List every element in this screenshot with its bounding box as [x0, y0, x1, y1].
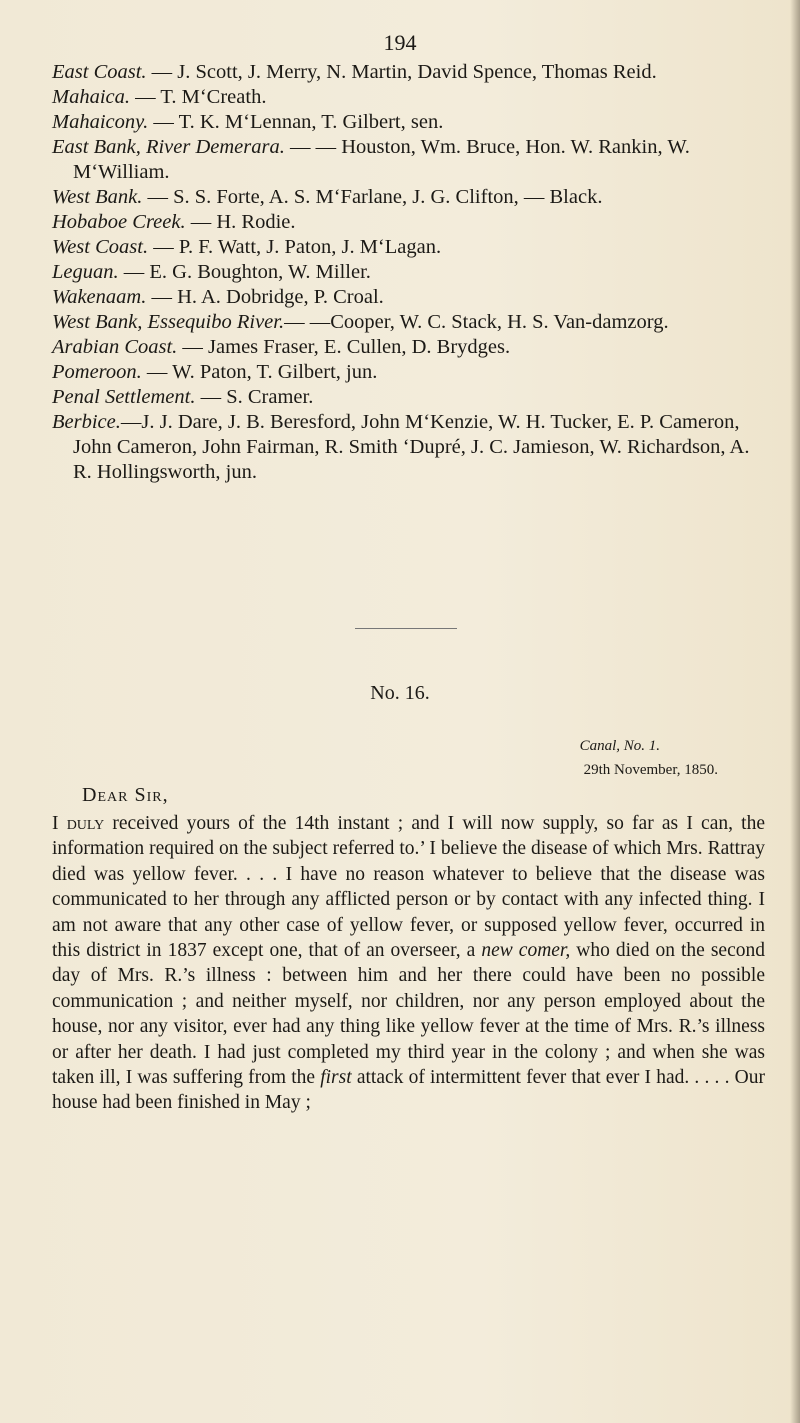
district-names: — P. F. Watt, J. Paton, J. M‘Lagan. [148, 236, 442, 258]
section-divider [355, 628, 457, 629]
district-entry [52, 360, 767, 385]
letter-date: 29th November, 1850. [583, 762, 718, 778]
district-entry [52, 285, 767, 310]
district-names: — J. Scott, J. Merry, N. Martin, David Spence, Thomas Reid. [146, 61, 657, 83]
district-entry [52, 85, 767, 110]
district-names: — —Cooper, W. C. Stack, H. S. Van-damzorg. [284, 311, 669, 333]
district-names: — S. Cramer. [195, 386, 314, 408]
district-place: East Coast. [52, 61, 147, 83]
district-place: East Bank, River Demerara. [52, 136, 285, 158]
district-place: Mahaica. [52, 86, 130, 108]
district-place: Mahaicony. [52, 111, 149, 133]
district-names: — E. G. Boughton, W. Miller. [118, 261, 371, 283]
district-entry [52, 135, 767, 185]
letter-emphasis: new comer, [481, 940, 571, 962]
district-entry [52, 410, 767, 485]
district-place: Hobaboe Creek. [52, 211, 186, 233]
district-entry [52, 110, 767, 135]
district-place: Pomeroon. [52, 361, 142, 383]
district-place: Wakenaam. [52, 286, 147, 308]
letter-body [52, 811, 765, 1116]
district-names: —J. J. Dare, J. B. Beresford, John M‘Kenzie, W. H. Tucker, E. P. Cameron, John Cameron, John Fairman, R. Smith ‘Dupré, J. C. Jamieson, W. Richardson, A. R. Hollingsworth, jun. [73, 411, 750, 483]
district-entry [52, 385, 767, 410]
letter-emphasis: first [320, 1067, 352, 1089]
district-entry [52, 310, 767, 335]
district-names: — James Fraser, E. Cullen, D. Brydges. [177, 336, 511, 358]
district-place: West Bank. [52, 186, 143, 208]
letter-body-part: received yours of the 14th instant ; and I will now supply, so far as I can, the information required on the subject referred to.’ I believe the disease of which Mrs. Rattray died was yellow fever. . . . I have no reason whatever to believe that the disease was communicated to her through any afflicted person or by contact with any infected thing. I am not aware that any other case of yellow fever, or supposed yellow fever, occurred in this district in 1837 except one, that of an overseer, a [52, 813, 765, 962]
district-names: — W. Paton, T. Gilbert, jun. [141, 361, 378, 383]
district-place: Berbice. [52, 411, 121, 433]
district-list [52, 60, 767, 485]
district-entry [52, 60, 767, 85]
district-names: — S. S. Forte, A. S. M‘Farlane, J. G. Clifton, — Black. [142, 186, 603, 208]
letter-body-part: who died on the second day of Mrs. R.’s illness : between him and her there could have been no possible communication ; and neither myself, nor children, nor any person employed about the house, nor any visitor, ever had any thing like yellow fever at the time of Mrs. R.’s illness or after her death. I had just completed my third year in the colony ; and when she was taken ill, I was suffering from the [52, 940, 765, 1089]
letter-salutation: Dear Sir, [82, 784, 169, 806]
district-names: — H. Rodie. [185, 211, 296, 233]
district-place: Arabian Coast. [52, 336, 178, 358]
letter-body-part: attack of intermittent fever that ever I had. . . . . Our house had been finished in May ; [52, 1067, 765, 1114]
district-names: — T. K. M‘Lennan, T. Gilbert, sen. [148, 111, 444, 133]
district-place: West Coast. [52, 236, 149, 258]
page-edge-shadow [790, 0, 800, 1423]
district-names: — T. M‘Creath. [130, 86, 267, 108]
letter-number: No. 16. [370, 682, 430, 704]
district-place: Leguan. [52, 261, 119, 283]
district-entry [52, 210, 767, 235]
letter-opening-word: I duly [52, 813, 105, 834]
district-entry [52, 185, 767, 210]
district-entry [52, 335, 767, 360]
page-number: 194 [383, 30, 417, 55]
district-place: West Bank, Essequibo River. [52, 311, 285, 333]
district-names: — — Houston, Wm. Bruce, Hon. W. Rankin, W. M‘William. [73, 136, 690, 183]
district-place: Penal Settlement. [52, 386, 196, 408]
district-entry [52, 235, 767, 260]
district-names: — H. A. Dobridge, P. Croal. [146, 286, 384, 308]
letter-place: Canal, No. 1. [579, 738, 660, 754]
district-entry [52, 260, 767, 285]
